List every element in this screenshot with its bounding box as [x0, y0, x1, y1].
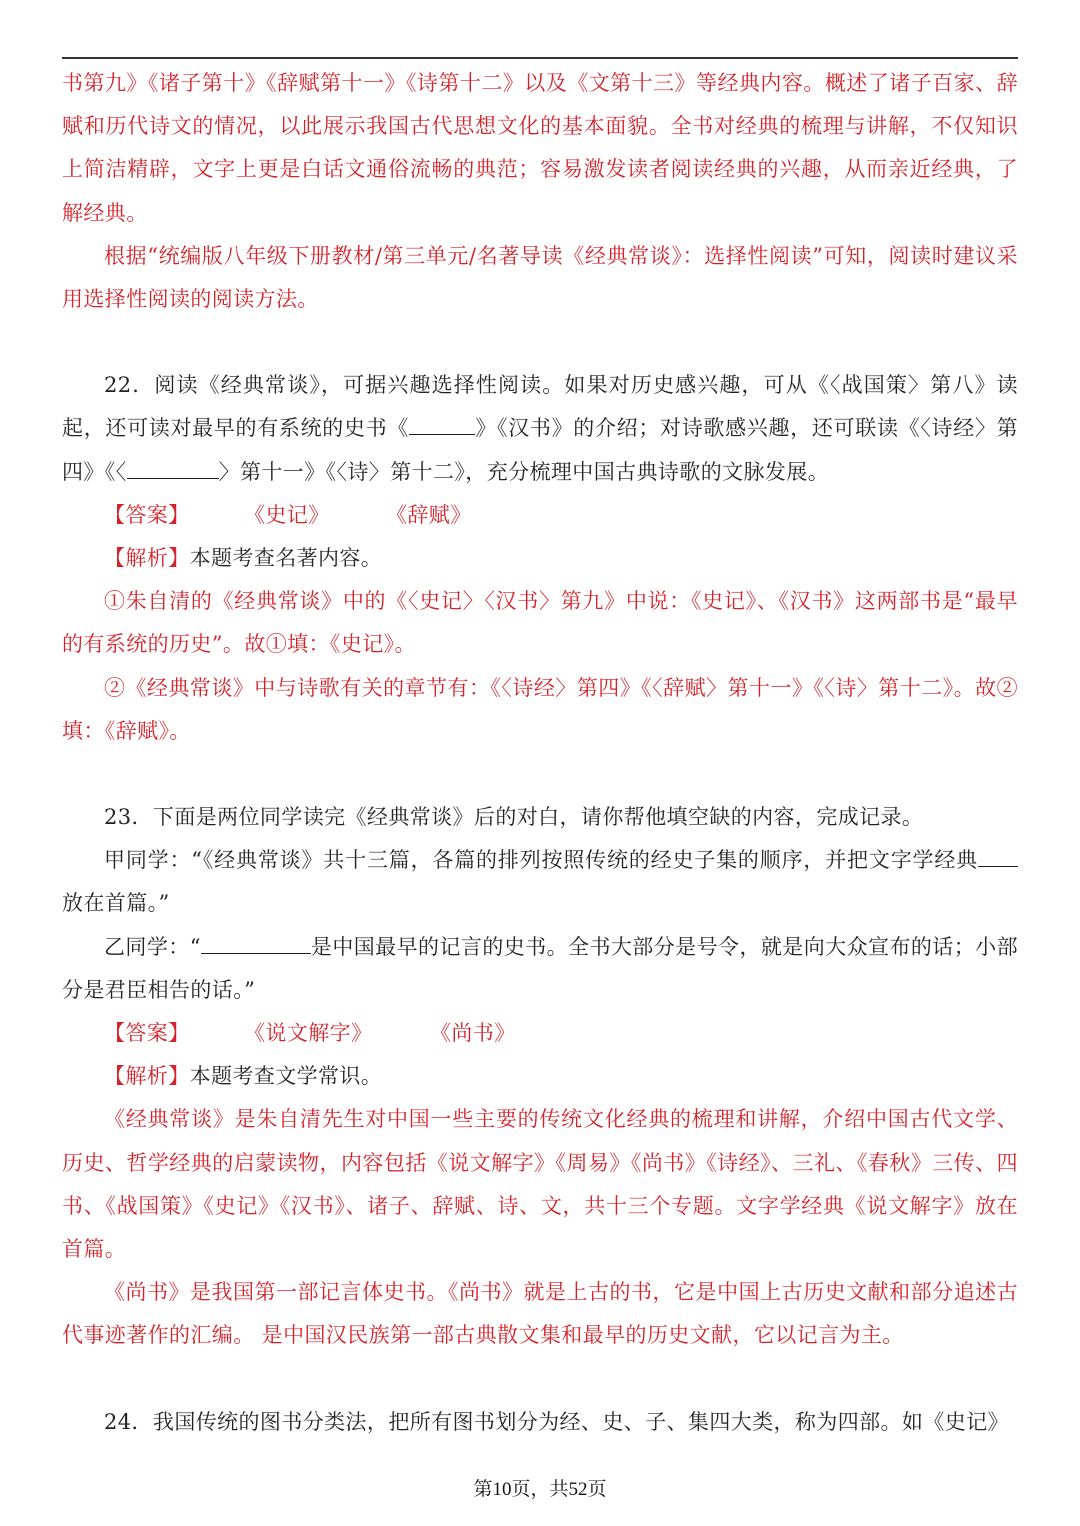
header-rule: [62, 57, 1018, 59]
q23-analysis-intro: 本题考查文学常识。: [189, 1064, 383, 1089]
spacer: [62, 753, 1018, 796]
document-body: [62, 62, 1018, 1444]
q22-answer-1: 《史记》: [244, 502, 330, 527]
q23-blank-2: [201, 931, 311, 954]
q22-answer-2: 《辞赋》: [386, 502, 472, 527]
q22-stem-part1: 22．阅读《经典常谈》，可据兴趣选择性阅读。如果对历史感兴趣，可从《〈战国策〉第八》读起，还可读对最早的有系统的史书《: [62, 373, 1018, 441]
spacer: [62, 321, 1018, 364]
q24-stem: 24．我国传统的图书分类法，把所有图书划分为经、史、子、集四大类，称为四部。如《史记》: [104, 1409, 1009, 1434]
q22-stem-part2: 》《汉书》的介绍；对诗歌感兴趣，还可联读《〈诗经〉第四》《〈: [62, 416, 1018, 484]
answer-label: 【答案】: [104, 502, 190, 527]
q23-jia-text: 甲同学：“《经典常谈》共十三篇，各篇的排列按照传统的经史子集的顺序，并把文字学经典: [104, 848, 978, 873]
q22-analysis-row: [62, 537, 1018, 580]
q22-analysis-2: ②《经典常谈》中与诗歌有关的章节有：《〈诗经〉第四》《〈辞赋〉第十一》《〈诗〉第十二》。故②填：《辞赋》。: [62, 675, 1018, 743]
q22-analysis-1: ①朱自清的《经典常谈》中的《〈史记〉〈汉书〉第九》中说：《史记》、《汉书》这两部书是“最早的有系统的历史”。故①填：《史记》。: [62, 589, 1018, 657]
q22-blank-2: [127, 456, 219, 479]
q23-dialogue-yi: [62, 926, 1018, 1012]
q23-analysis-2: 《尚书》是我国第一部记言体史书。《尚书》就是上古的书，它是中国上古历史文献和部分追述古代事迹著作的汇编。 是中国汉民族第一部古典散文集和最早的历史文献，它以记言为主。: [62, 1280, 1018, 1348]
answer-label: 【答案】: [104, 1021, 190, 1046]
spacer: [62, 1358, 1018, 1401]
q23-yi-start: 乙同学：“: [104, 934, 201, 959]
q23-dialogue-jia: [62, 839, 1018, 925]
page-number: 第10页，共52页: [473, 1479, 607, 1500]
analysis-label: 【解析】: [104, 546, 190, 571]
analysis-label: 【解析】: [104, 1064, 190, 1089]
q22-blank-1: [409, 412, 475, 435]
q23-answer-1: 《说文解字》: [244, 1021, 373, 1046]
q23-answer-2: 《尚书》: [430, 1021, 516, 1046]
q23-analysis-1: 《经典常谈》是朱自清先生对中国一些主要的传统文化经典的梳理和讲解，介绍中国古代文学、历史、哲学经典的启蒙读物，内容包括《说文解字》《周易》《尚书》《诗经》、三礼、《春秋》三传、四书、《战国策》《史记》《汉书》、诸子、辞赋、诗、文，共十三个专题。文字学经典《说文解字》放在首篇。: [62, 1107, 1018, 1262]
q23-stem: 23．下面是两位同学读完《经典常谈》后的对白，请你帮他填空缺的内容，完成记录。: [104, 805, 924, 830]
q22-answer-row: [62, 494, 1018, 537]
q23-jia-end: 放在首篇。”: [62, 891, 170, 916]
q22-analysis-intro: 本题考查名著内容。: [189, 546, 383, 571]
q22-stem: [62, 364, 1018, 494]
intro-paragraph-1: 书第九》《诸子第十》《辞赋第十一》《诗第十二》以及《文第十三》等经典内容。概述了诸子百家、辞赋和历代诗文的情况，以此展示我国古代思想文化的基本面貌。全书对经典的梳理与讲解，不仅知识上简洁精辟，文字上更是白话文通俗流畅的典范；容易激发读者阅读经典的兴趣，从而亲近经典，了解经典。: [62, 71, 1018, 225]
q22-stem-part3: 〉第十一》《〈诗〉第十二》，充分梳理中国古典诗歌的文脉发展。: [218, 459, 830, 484]
q23-analysis-row: [62, 1055, 1018, 1098]
q23-blank-1: [978, 844, 1018, 867]
intro-paragraph-2: 根据“统编版八年级下册教材/第三单元/名著导读《经典常谈》：选择性阅读”可知，阅读时建议采用选择性阅读的阅读方法。: [62, 243, 1018, 312]
q23-yi-text: 是中国最早的记言的史书。全书大部分是号令，就是向大众宣布的话；小部分是君臣相告的话。”: [62, 934, 1018, 1002]
q23-answer-row: [62, 1012, 1018, 1055]
